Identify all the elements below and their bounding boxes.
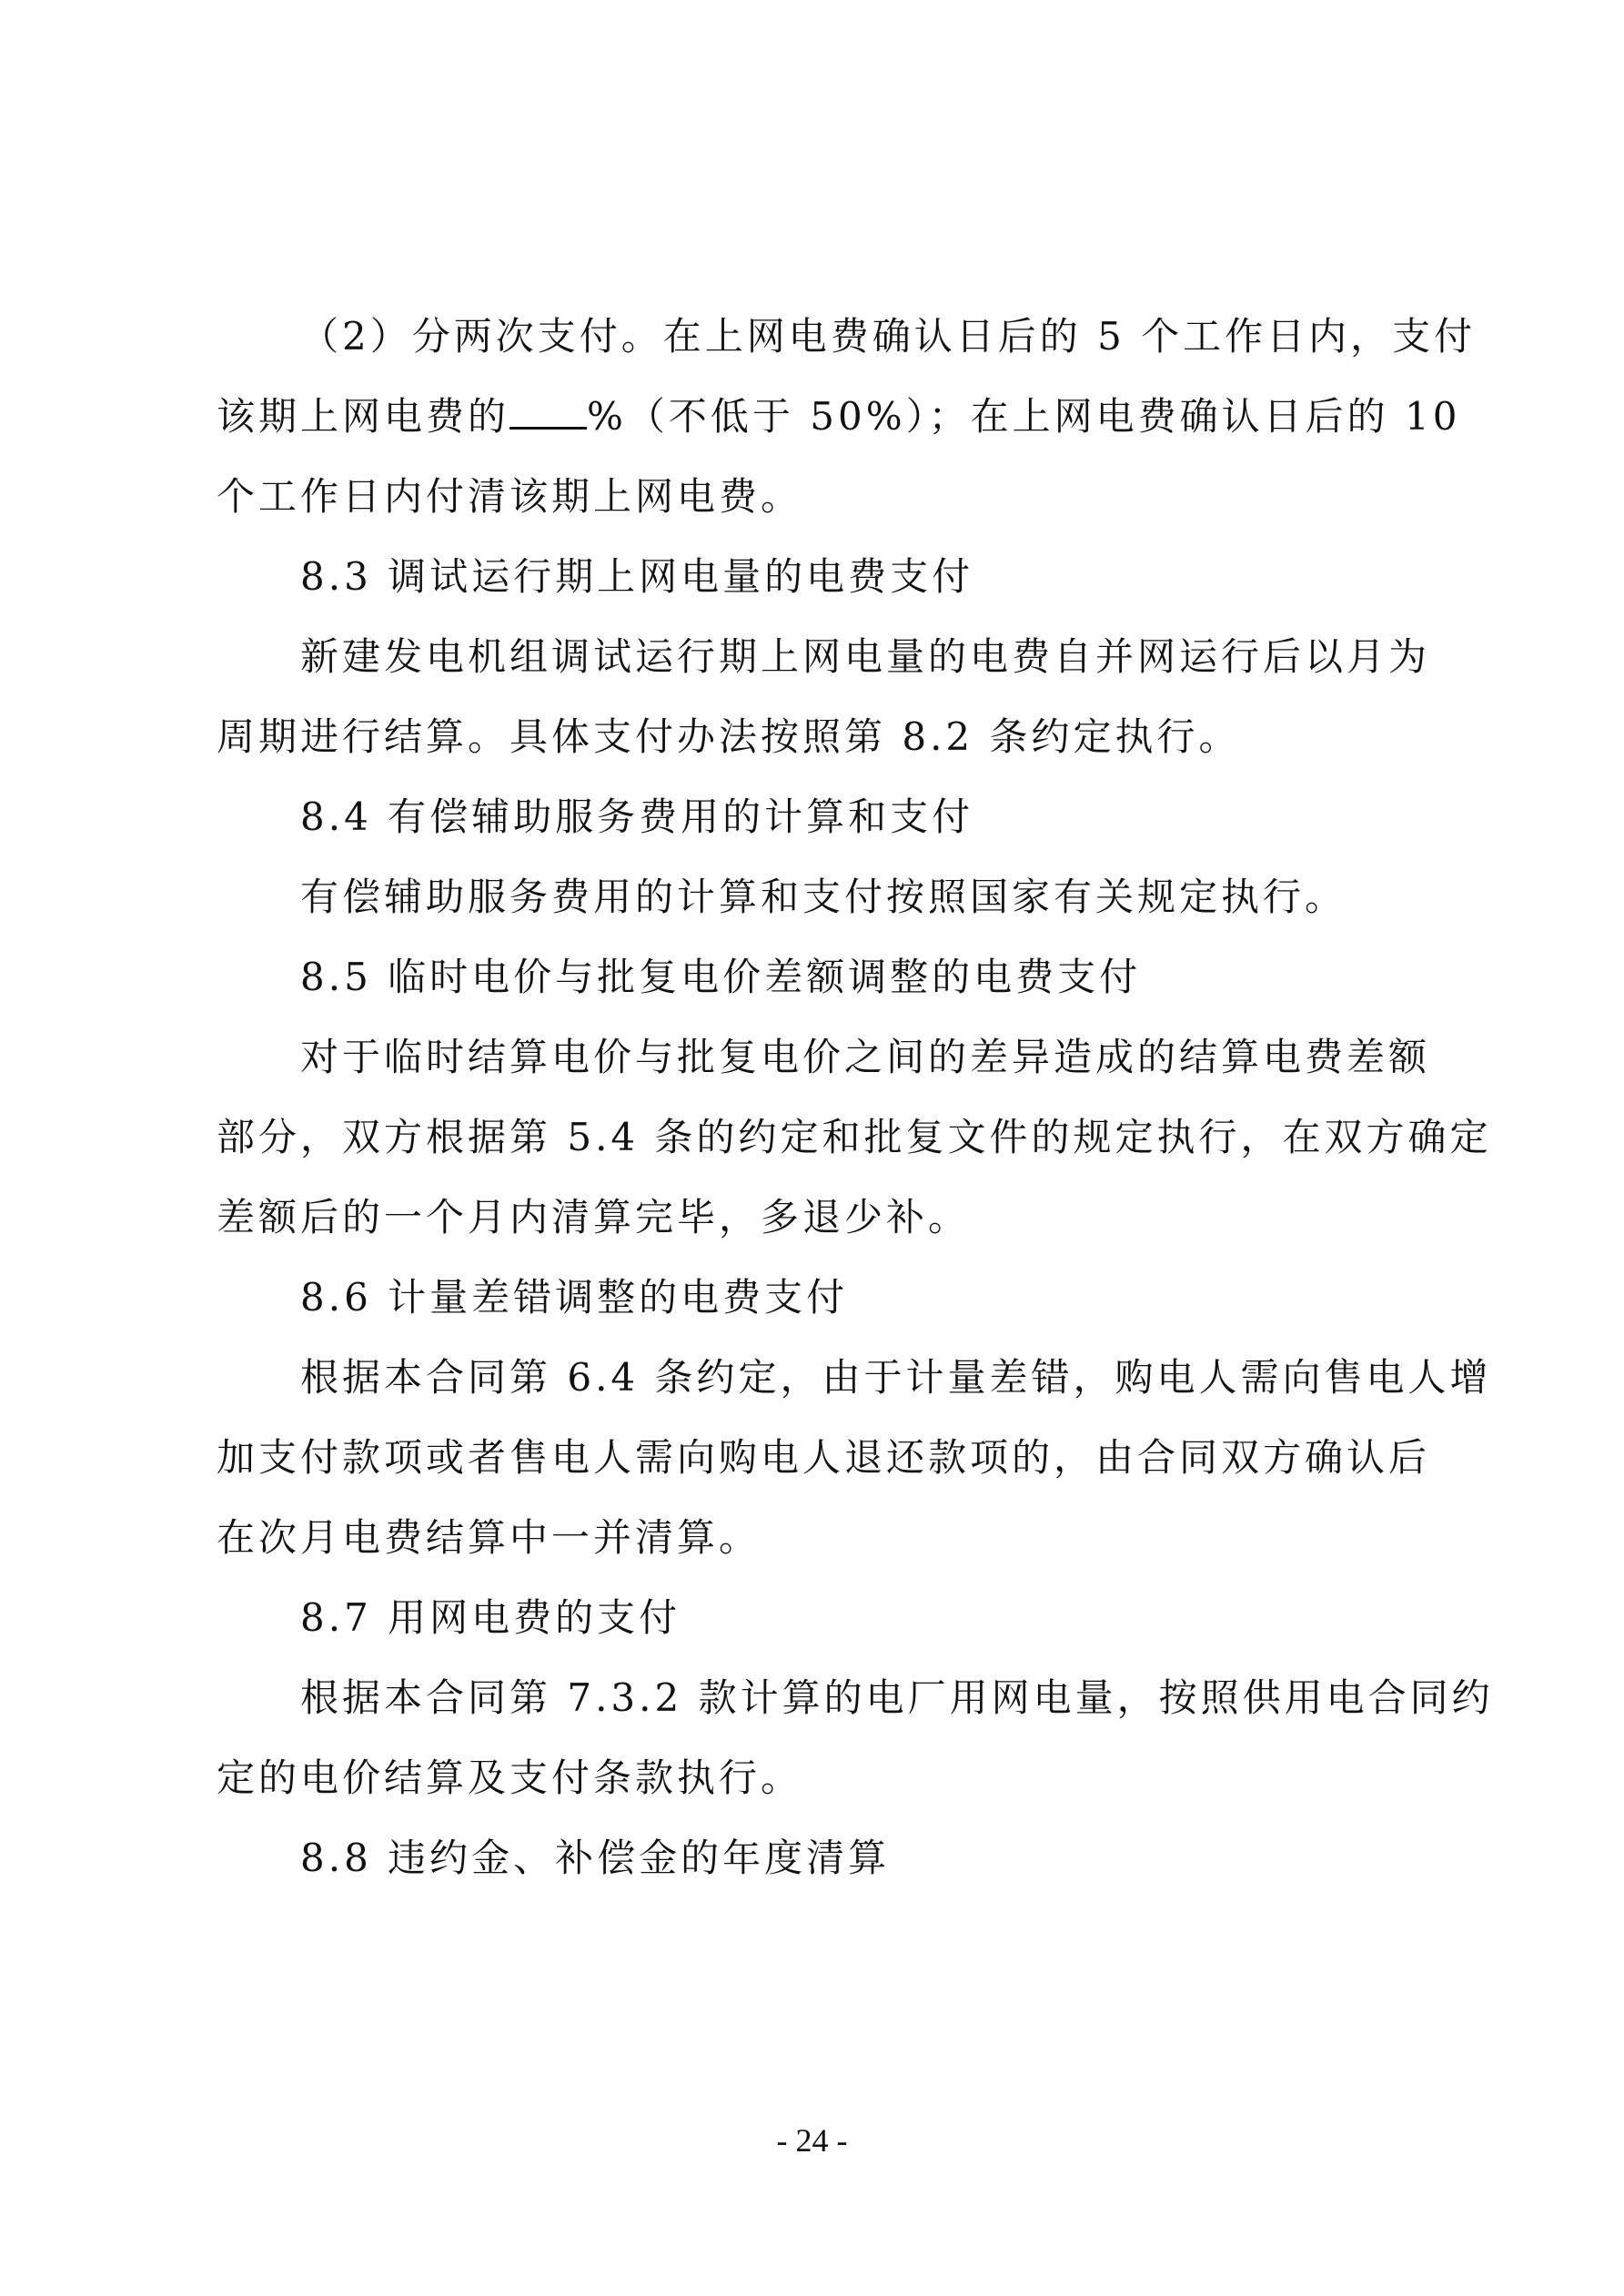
paragraph-line: 定的电价结算及支付条款执行。 — [217, 1755, 803, 1800]
paragraph-line: 有偿辅助服务费用的计算和支付按照国家有关规定执行。 — [300, 875, 1347, 919]
paragraph-line: 部分，双方根据第 5.4 条的约定和批复文件的规定执行，在双方确定 — [217, 1115, 1492, 1159]
section-heading-8-4: 8.4 有偿辅助服务费用的计算和支付 — [300, 794, 974, 839]
paragraph-line: 周期进行结算。具体支付办法按照第 8.2 条约定执行。 — [217, 714, 1241, 759]
text-segment: 该期上网电费的 — [217, 394, 510, 439]
paragraph-line: 对于临时结算电价与批复电价之间的差异造成的结算电费差额 — [300, 1035, 1431, 1079]
paragraph-line: 根据本合同第 7.3.2 款计算的电厂用网电量，按照供用电合同约 — [300, 1675, 1494, 1720]
page-number: - 24 - — [776, 2122, 848, 2159]
section-heading-8-3: 8.3 调试运行期上网电量的电费支付 — [300, 554, 974, 599]
section-heading-8-8: 8.8 违约金、补偿金的年度清算 — [300, 1836, 891, 1880]
paragraph-line: 根据本合同第 6.4 条约定，由于计量差错，购电人需向售电人增 — [300, 1355, 1492, 1400]
text-segment: %（不低于 50%）；在上网电费确认日后的 10 — [587, 394, 1461, 439]
section-heading-8-5: 8.5 临时电价与批复电价差额调整的电费支付 — [300, 955, 1142, 999]
blank-field — [509, 396, 587, 430]
paragraph-line: 个工作日内付清该期上网电费。 — [217, 474, 803, 519]
paragraph-line: 差额后的一个月内清算完毕，多退少补。 — [217, 1195, 971, 1239]
paragraph-line: 加支付款项或者售电人需向购电人退还款项的，由合同双方确认后 — [217, 1435, 1431, 1480]
paragraph-line: （2）分两次支付。在上网电费确认日后的 5 个工作日内，支付 — [300, 314, 1477, 359]
section-heading-8-7: 8.7 用网电费的支付 — [300, 1595, 681, 1640]
paragraph-line: 新建发电机组调试运行期上网电量的电费自并网运行后以月为 — [300, 634, 1431, 679]
paragraph-line: 在次月电费结算中一并清算。 — [217, 1515, 762, 1560]
section-heading-8-6: 8.6 计量差错调整的电费支付 — [300, 1275, 849, 1320]
paragraph-line — [217, 393, 1461, 440]
